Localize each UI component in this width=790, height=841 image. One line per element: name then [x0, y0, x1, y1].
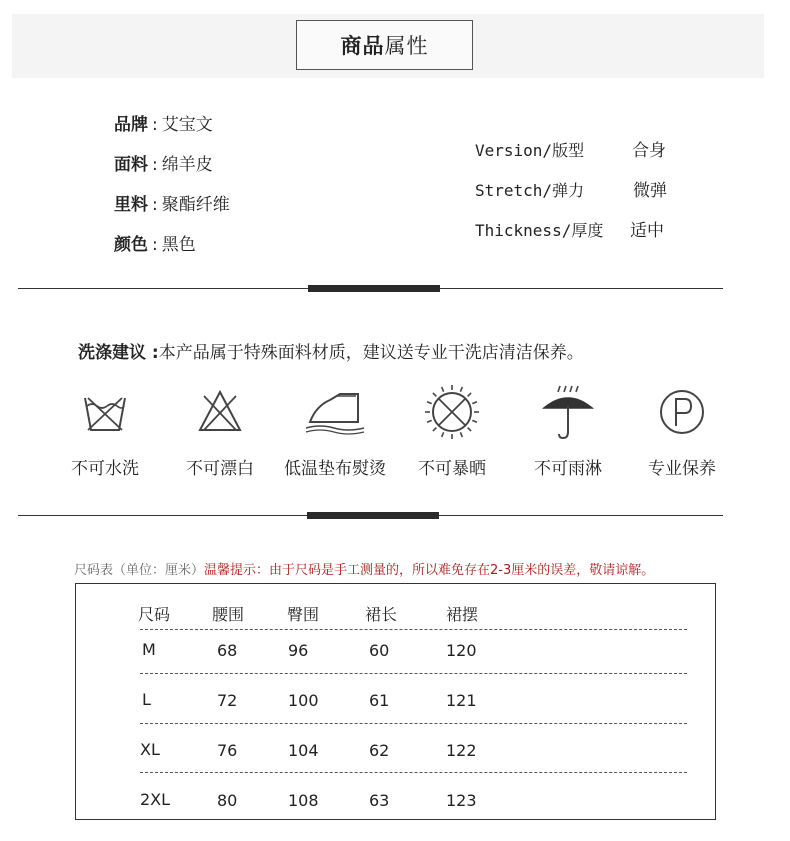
- size-table: [75, 583, 716, 820]
- spec-label: Version/版型: [475, 141, 585, 160]
- spec-stretch-value: 微弹: [633, 181, 667, 201]
- care-label: 不可漂白: [186, 459, 254, 479]
- attribute-brand: [114, 114, 213, 136]
- table-cell: 120: [446, 641, 477, 660]
- attribute-value: 聚酯纤维: [161, 195, 230, 215]
- spec-label: Stretch/弹力: [475, 181, 585, 200]
- section-title-strong: 商品: [340, 34, 385, 58]
- spec-stretch: [475, 180, 584, 202]
- table-cell: L: [142, 690, 151, 709]
- attribute-value: 绵羊皮: [161, 155, 213, 175]
- attribute-key: 颜色: [114, 235, 148, 255]
- washing-advice: [78, 338, 584, 363]
- care-item-iron: [284, 382, 386, 479]
- table-header: 臀围: [287, 605, 320, 624]
- no-bleach-icon: [190, 382, 250, 438]
- no-sun-icon: [422, 382, 482, 442]
- attribute-sep: :: [152, 155, 158, 175]
- table-cell: M: [142, 640, 156, 659]
- table-cell: 96: [288, 641, 309, 660]
- size-note-warning: 温馨提示：由于尺码是手工测量的，所以难免存在2-3厘米的误差，敬请谅解。: [204, 563, 655, 578]
- table-cell: 2XL: [140, 790, 171, 809]
- table-cell: 61: [369, 691, 390, 710]
- table-cell: 80: [217, 791, 238, 810]
- no-wash-icon: [75, 382, 135, 438]
- attribute-fabric: [114, 154, 213, 176]
- table-divider: [140, 772, 687, 773]
- spec-label: Thickness/厚度: [475, 221, 604, 240]
- washing-label: 洗涤建议 :: [78, 343, 159, 363]
- care-item-no-sun: [402, 382, 502, 479]
- attribute-sep: :: [152, 115, 158, 135]
- attribute-lining: [114, 194, 230, 216]
- spec-version: [475, 140, 584, 162]
- table-header: 腰围: [212, 605, 245, 624]
- table-cell: XL: [140, 740, 160, 759]
- care-item-no-wash: [55, 382, 155, 479]
- care-item-professional: [632, 382, 732, 479]
- table-header: 尺码: [138, 605, 171, 624]
- table-divider: [140, 629, 687, 630]
- size-note-prefix: 尺码表（单位：厘米）: [74, 563, 205, 578]
- care-label: 低温垫布熨烫: [284, 459, 386, 479]
- divider-bar: [307, 512, 439, 519]
- attribute-key: 面料: [114, 155, 148, 175]
- section-title: [296, 20, 473, 70]
- spec-thickness: [475, 220, 603, 242]
- size-note: [74, 559, 654, 578]
- care-label: 不可雨淋: [534, 459, 602, 479]
- professional-care-icon: [652, 382, 712, 442]
- table-cell: 72: [217, 691, 238, 710]
- table-cell: 76: [217, 741, 238, 760]
- table-cell: 62: [369, 741, 390, 760]
- attribute-sep: :: [152, 195, 158, 215]
- attribute-key: 里料: [114, 195, 148, 215]
- care-label: 不可暴晒: [418, 459, 486, 479]
- table-cell: 122: [446, 741, 477, 760]
- care-item-no-bleach: [170, 382, 270, 479]
- table-cell: 123: [446, 791, 477, 810]
- attribute-value: 艾宝文: [161, 115, 213, 135]
- attribute-sep: :: [152, 235, 158, 255]
- table-divider: [140, 673, 687, 674]
- iron-with-cloth-icon: [300, 382, 370, 438]
- table-cell: 63: [369, 791, 390, 810]
- divider-bar: [308, 285, 440, 292]
- table-cell: 104: [288, 741, 319, 760]
- table-cell: 68: [217, 641, 238, 660]
- table-header: 裙长: [365, 605, 398, 624]
- table-header: 裙摆: [446, 605, 479, 624]
- attribute-color: [114, 234, 196, 256]
- attribute-value: 黑色: [161, 235, 196, 255]
- table-cell: 108: [288, 791, 319, 810]
- attribute-key: 品牌: [114, 115, 148, 135]
- section-title-rest: 属性: [384, 34, 429, 58]
- table-divider: [140, 723, 687, 724]
- table-cell: 121: [446, 691, 477, 710]
- spec-version-value: 合身: [632, 141, 666, 161]
- table-cell: 100: [288, 691, 319, 710]
- care-label: 不可水洗: [71, 459, 139, 479]
- washing-text: 本产品属于特殊面料材质，建议送专业干洗店清洁保养。: [158, 343, 584, 363]
- spec-thickness-value: 适中: [630, 221, 664, 241]
- care-item-no-rain: [518, 382, 618, 479]
- no-rain-icon: [538, 382, 598, 442]
- table-cell: 60: [369, 641, 390, 660]
- care-label: 专业保养: [648, 459, 716, 479]
